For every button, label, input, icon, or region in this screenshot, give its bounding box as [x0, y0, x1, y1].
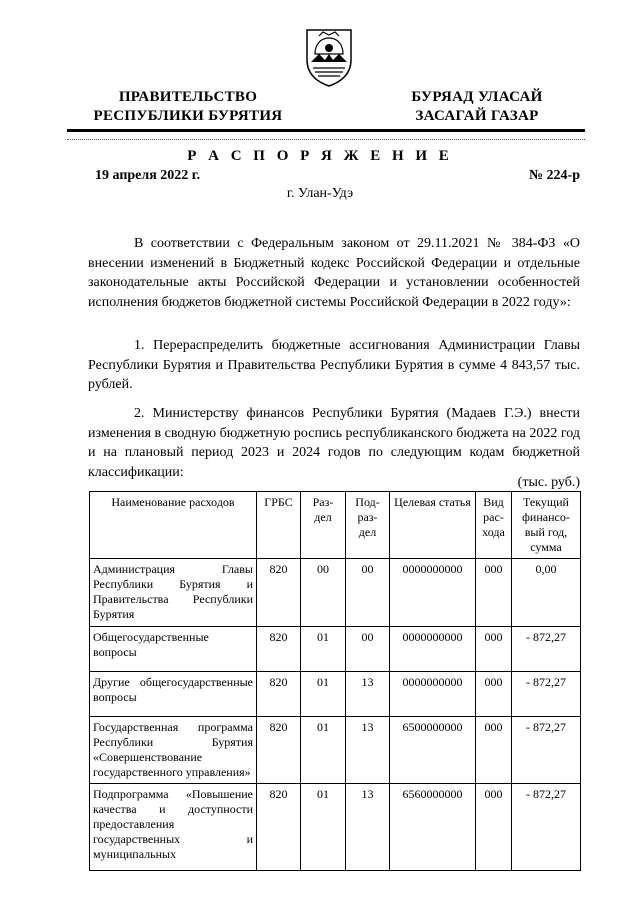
- cell-razdel: 00: [301, 559, 346, 627]
- paragraph-preamble: В соответствии с Федеральным законом от 29.11.2021 № 384-ФЗ «О внесении изменений в Бюджетный кодекс Российской Федерации и отдельные законодательные акты Российской Федерации и установлении особенностей исполнения бюджетов бюджетной системы Российской Федерации в 2022 году»:: [88, 236, 580, 310]
- cell-grbs: 820: [257, 627, 301, 672]
- paragraph-item-2: 2. Министерству финансов Республики Бурятия (Мадаев Г.Э.) внести изменения в сводную бюджетную роспись республиканского бюджета на 2022 год и на плановый период 2023 и 2024 годов по следующим кодам бюджетной классификации:: [88, 406, 580, 480]
- cell-grbs: 820: [257, 717, 301, 784]
- cell-vid: 000: [476, 672, 512, 717]
- cell-summa: - 872,27: [512, 672, 581, 717]
- cell-summa: - 872,27: [512, 717, 581, 784]
- table-row: [90, 559, 581, 627]
- cell-celevaya: 0000000000: [390, 627, 476, 672]
- cell-vid: 000: [476, 784, 512, 871]
- cell-name: Администрация Главы Республики Бурятия и Правительства Республики Бурятия: [90, 559, 257, 627]
- table-row: [90, 627, 581, 672]
- table-row: [90, 717, 581, 784]
- cell-razdel: 01: [301, 784, 346, 871]
- col-header-podrazdel: Под-раз-дел: [346, 492, 390, 559]
- paragraph-item-1: 1. Перераспределить бюджетные ассигнования Администрации Главы Республики Бурятия и Правительства Республики Бурятия в сумме 4 843,57 тыс. рублей.: [88, 338, 580, 392]
- cell-name: Общегосударственные вопросы: [90, 627, 257, 672]
- cell-name: Другие общегосударственные вопросы: [90, 672, 257, 717]
- cell-summa: - 872,27: [512, 784, 581, 871]
- cell-name: Государственная программа Республики Бурятия «Совершенствование государственного управления»: [90, 717, 257, 784]
- cell-razdel: 01: [301, 717, 346, 784]
- col-header-grbs: ГРБС: [257, 492, 301, 559]
- cell-celevaya: 6500000000: [390, 717, 476, 784]
- cell-podrazdel: 13: [346, 784, 390, 871]
- cell-grbs: 820: [257, 672, 301, 717]
- col-header-name: Наименование расходов: [90, 492, 257, 559]
- cell-name: Подпрограмма «Повышение качества и доступности предоставления государственных и муниципальных: [90, 784, 257, 871]
- org-name-bua: БУРЯАД УЛАСАЙ ЗАСАГАЙ ГАЗАР: [411, 89, 543, 124]
- table-row: [90, 672, 581, 717]
- coat-of-arms-icon: [301, 24, 357, 88]
- cell-celevaya: 0000000000: [390, 559, 476, 627]
- cell-summa: - 872,27: [512, 627, 581, 672]
- cell-podrazdel: 13: [346, 672, 390, 717]
- col-header-summa: Текущий финансо-вый год, сумма: [512, 492, 581, 559]
- cell-grbs: 820: [257, 559, 301, 627]
- cell-celevaya: 0000000000: [390, 672, 476, 717]
- cell-podrazdel: 13: [346, 717, 390, 784]
- header-dotted-divider: [67, 139, 585, 140]
- header-divider: [67, 129, 585, 132]
- document-date: 19 апреля 2022 г.: [95, 168, 201, 183]
- budget-table: [89, 491, 581, 871]
- cell-celevaya: 6560000000: [390, 784, 476, 871]
- cell-grbs: 820: [257, 784, 301, 871]
- cell-podrazdel: 00: [346, 559, 390, 627]
- document-city: г. Улан-Удэ: [286, 186, 354, 201]
- col-header-vid: Вид рас-хода: [476, 492, 512, 559]
- table-row: [90, 784, 581, 871]
- cell-vid: 000: [476, 627, 512, 672]
- cell-razdel: 01: [301, 627, 346, 672]
- cell-summa: 0,00: [512, 559, 581, 627]
- document-number: № 224-р: [528, 168, 580, 183]
- col-header-razdel: Раз-дел: [301, 492, 346, 559]
- table-header-row: [90, 492, 581, 559]
- cell-razdel: 01: [301, 672, 346, 717]
- org-name-ru: ПРАВИТЕЛЬСТВО РЕСПУБЛИКИ БУРЯТИЯ: [93, 89, 283, 124]
- document-type: Р А С П О Р Я Ж Е Н И Е: [187, 148, 453, 164]
- col-header-celevaya: Целевая статья: [390, 492, 476, 559]
- cell-vid: 000: [476, 717, 512, 784]
- table-units: (тыс. руб.): [517, 475, 580, 490]
- cell-vid: 000: [476, 559, 512, 627]
- cell-podrazdel: 00: [346, 627, 390, 672]
